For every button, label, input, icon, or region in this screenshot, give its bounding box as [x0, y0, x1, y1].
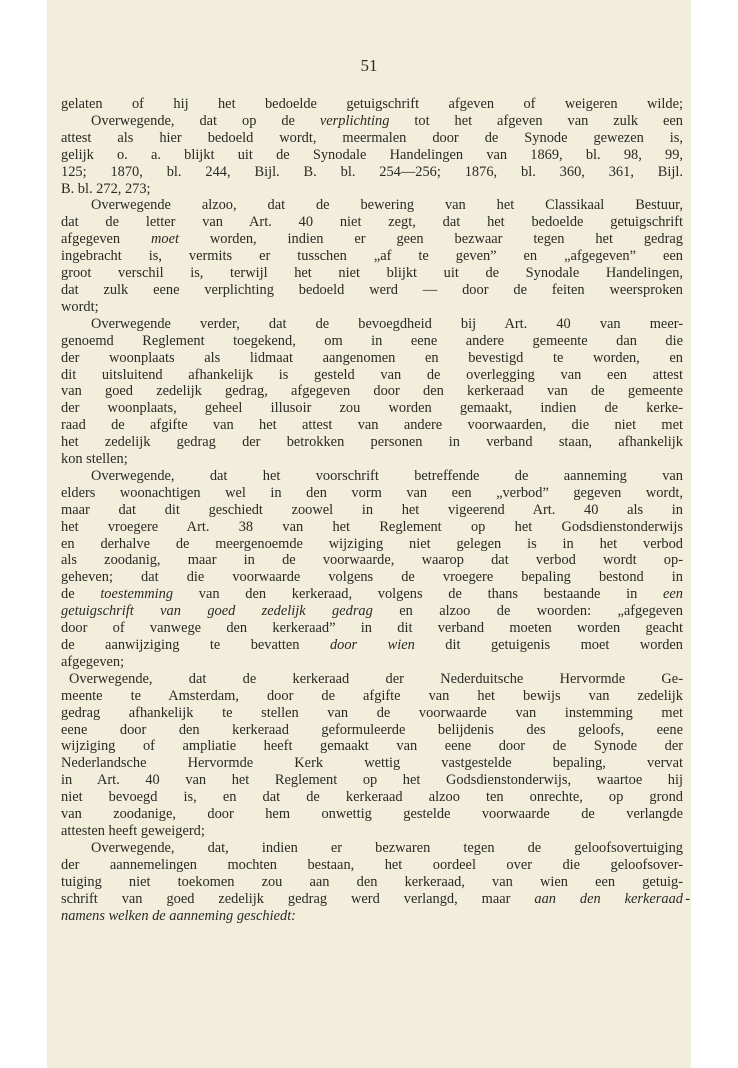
text-segment: 125; 1870, bl. 244, Bijl. B. bl. 254—256; 1876, bl. 360, 361, Bijl. — [61, 163, 683, 180]
italic-text: aan den kerkeraad — [534, 890, 683, 907]
text-segment: wordt; — [61, 298, 99, 315]
text-line — [61, 451, 683, 468]
text-line — [61, 552, 683, 569]
text-segment: elders woonachtigen wel in den vorm van een „verbod” gegeven wordt, — [61, 484, 683, 501]
text-segment: maar dat dit geschiedt zoowel in het vigeerend Art. 40 als in — [61, 501, 683, 518]
text-line — [61, 147, 683, 164]
text-segment: Overwegende alzoo, dat de bewering van het Classikaal Bestuur, — [91, 197, 683, 214]
text-line — [61, 265, 683, 282]
text-segment: afgegeven — [61, 231, 152, 248]
text-segment: en derhalve de meergenoemde wijziging niet gelegen is in het verbod — [61, 535, 683, 552]
text-line — [61, 197, 683, 214]
text-segment: ingebracht is, vermits er tusschen „af te geven” en „afgegeven” een — [61, 248, 683, 265]
text-segment: attest als hier bedoeld wordt, meermalen door de Synode gewezen is, — [61, 129, 683, 146]
italic-text: door wien — [329, 637, 415, 653]
text-line — [61, 806, 683, 823]
text-segment: van den kerkeraad, volgens de thans bestaande in — [173, 586, 664, 603]
text-segment: het vroegere Art. 38 van het Reglement op het Godsdienstonderwijs — [61, 518, 683, 535]
text-segment: Overwegende, dat, indien er bezwaren tegen de geloofsovertuiging — [91, 839, 683, 856]
text-segment: en alzoo de woorden: „afgegeven — [372, 603, 683, 620]
text-segment: van zoodanige, door hem onwettig gestelde voorwaarde de verlangde — [61, 806, 683, 823]
text-line — [61, 789, 683, 806]
text-line — [61, 282, 683, 299]
text-segment: kon stellen; — [61, 451, 128, 468]
text-segment: dit getuigenis moet worden — [414, 637, 683, 653]
text-line — [61, 231, 683, 248]
text-line — [61, 316, 683, 333]
italic-text: getuigschrift van goed zedelijk gedrag — [61, 603, 373, 620]
text-line — [61, 485, 683, 502]
text-line — [61, 130, 683, 147]
text-line — [61, 603, 683, 620]
text-line — [61, 705, 683, 722]
text-line — [61, 772, 683, 789]
text-line — [61, 214, 683, 231]
text-line — [61, 738, 683, 755]
text-line — [61, 400, 683, 417]
text-segment: tuiging niet toekomen zou aan den kerkeraad, van wien een getuig- — [61, 873, 683, 890]
text-line — [61, 586, 683, 603]
italic-text: toestemming — [100, 586, 174, 603]
italic-text: een — [663, 586, 684, 603]
text-segment: door of vanwege den kerkeraad” in dit verband moeten worden geacht — [61, 620, 683, 637]
text-segment: wijziging of ampliatie heeft gemaakt van eene door de Synode der — [61, 738, 683, 755]
text-line — [61, 857, 683, 874]
text-line — [61, 722, 683, 739]
text-line — [61, 840, 683, 857]
text-line — [61, 890, 690, 908]
text-segment: groot verschil is, terwijl het niet blijkt uit de Synodale Handelingen, — [61, 265, 683, 282]
text-line — [61, 113, 683, 130]
text-line — [61, 569, 683, 586]
text-line — [61, 688, 683, 705]
text-segment: dat zulk eene verplichting bedoeld werd — door de feiten weersproken — [61, 281, 683, 298]
text-segment: de — [61, 586, 101, 603]
italic-text: moet — [151, 231, 179, 248]
text-line — [61, 755, 683, 772]
text-line — [61, 519, 683, 536]
text-segment: Nederlandsche Hervormde Kerk wettig vastgestelde bepaling, vervat — [61, 755, 683, 772]
text-segment: geheven; dat die voorwaarde volgens de vroegere bepaling bestond in — [61, 569, 683, 586]
italic-text: namens welken de aanneming geschiedt: — [61, 907, 296, 924]
body-text — [61, 96, 690, 924]
text-line — [61, 383, 683, 400]
text-segment: Overwegende verder, dat de bevoegdheid bij Art. 40 van meer- — [91, 315, 683, 332]
text-segment: raad de afgifte van het attest van andere voorwaarden, die niet met — [61, 417, 683, 434]
text-segment: tot het afgeven van zulk een — [389, 112, 683, 129]
text-segment: der woonplaats als lidmaat aangenomen en bevestigd te worden, en — [61, 349, 683, 366]
text-segment: meente te Amsterdam, door de afgifte van het bewijs van zedelijk — [61, 687, 683, 704]
text-line — [61, 248, 683, 265]
text-segment: attesten heeft geweigerd; — [61, 822, 205, 839]
text-segment: afgegeven; — [61, 653, 125, 670]
text-segment: schrift van goed zedelijk gedrag werd verlangd, maar — [61, 890, 535, 907]
text-segment: de aanwijziging te bevatten — [61, 637, 330, 653]
text-segment: der woonplaats, geheel illusoir zou worden gemaakt, indien de kerke- — [61, 400, 683, 417]
text-segment: genoemd Reglement toegekend, om in eene andere gemeente dan die — [61, 332, 683, 349]
text-segment: B. bl. 272, 273; — [61, 180, 151, 197]
italic-text: verplichting — [319, 112, 390, 129]
text-line — [61, 96, 683, 113]
text-line — [61, 468, 683, 485]
text-line — [61, 620, 683, 637]
text-line — [61, 434, 683, 451]
text-line — [61, 671, 683, 688]
text-segment: der aannemelingen mochten bestaan, het oordeel over die geloofsover- — [61, 856, 683, 873]
text-segment: Overwegende, dat de kerkeraad der Nederduitsche Hervormde Ge- — [69, 670, 683, 687]
text-segment: niet bevoegd is, en dat de kerkeraad alzoo ten onrechte, op grond — [61, 789, 683, 806]
text-segment: als zoodanig, maar in de voorwaarde, waarop dat verbod wordt op- — [61, 552, 683, 569]
text-line — [61, 536, 683, 553]
text-segment: van goed zedelijk gedrag, afgegeven door den kerkeraad van de gemeente — [61, 383, 683, 400]
text-segment: gelijk o. a. blijkt uit de Synodale Handelingen van 1869, bl. 98, 99, — [61, 146, 683, 163]
text-line — [61, 367, 683, 384]
text-segment: eene door den kerkeraad geformuleerde belijdenis des geloofs, eene — [61, 721, 683, 738]
text-line — [61, 333, 683, 350]
text-segment: het zedelijk gedrag der betrokken personen in verband staan, afhankelijk — [61, 434, 683, 451]
text-line — [61, 637, 683, 654]
text-line — [61, 908, 683, 925]
text-line — [61, 164, 683, 181]
text-segment: Overwegende, dat het voorschrift betreffende de aanneming van — [91, 467, 683, 484]
text-line — [61, 350, 683, 367]
text-segment: dat de letter van Art. 40 niet zegt, dat het bedoelde getuigschrift — [61, 214, 683, 231]
text-line — [61, 181, 683, 198]
text-line — [61, 502, 683, 519]
text-segment: dit uitsluitend afhankelijk is gesteld van de overlegging van een attest — [61, 366, 683, 383]
text-line — [61, 654, 683, 671]
text-segment: worden, indien er geen bezwaar tegen het gedrag — [179, 231, 683, 248]
page-number: 51 — [360, 56, 378, 75]
text-line — [61, 417, 683, 434]
text-segment: in Art. 40 van het Reglement op het Godsdienstonderwijs, waartoe hij — [61, 772, 683, 789]
margin-mark: - — [685, 890, 690, 907]
text-segment: gedrag afhankelijk te stellen van de voorwaarde van instemming met — [61, 704, 683, 721]
book-page — [47, 0, 691, 1068]
text-segment: Overwegende, dat op de — [91, 112, 320, 129]
text-segment: gelaten of hij het bedoelde getuigschrift afgeven of weigeren wilde; — [61, 96, 683, 112]
text-line — [61, 823, 683, 840]
text-line — [61, 874, 683, 891]
text-line — [61, 299, 683, 316]
